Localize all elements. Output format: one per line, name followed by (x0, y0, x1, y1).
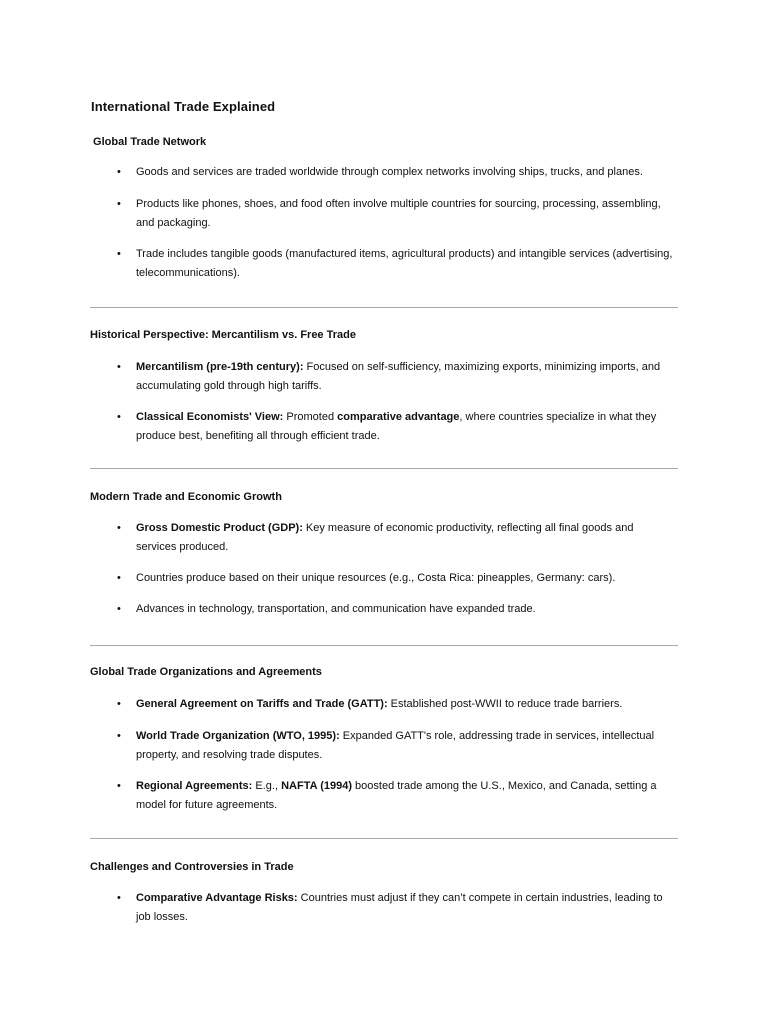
bullet-icon: • (117, 361, 121, 373)
bullet-icon: • (117, 411, 121, 423)
bullet-text (136, 889, 676, 926)
bullet-body: Established post-WWII to reduce trade barriers. (387, 698, 623, 710)
section-heading: Global Trade Organizations and Agreements (90, 666, 322, 678)
bullet-body: Key measure of economic productivity, reflecting all final goods and services produced. (136, 522, 634, 553)
section-divider (90, 838, 678, 839)
bullet-lead: Regional Agreements: (136, 780, 253, 792)
bullet-icon: • (117, 780, 121, 792)
bullet-icon: • (117, 603, 121, 615)
section-divider (90, 307, 678, 308)
bullet-emphasis: comparative advantage (337, 411, 460, 423)
bullet-body: Countries must adjust if they can’t compete in certain industries, leading to job losses. (136, 892, 663, 923)
bullet-icon: • (117, 248, 121, 260)
bullet-icon: • (117, 198, 121, 210)
bullet-text: Countries produce based on their unique resources (e.g., Costa Rica: pineapples, Germany: cars). (136, 572, 616, 584)
section-divider (90, 645, 678, 646)
bullet-text: Trade includes tangible goods (manufactured items, agricultural products) and intangible services (advertising, telecommunications). (136, 248, 673, 279)
bullet-lead: General Agreement on Tariffs and Trade (GATT): (136, 698, 388, 710)
bullet-text: Goods and services are traded worldwide through complex networks involving ships, trucks, and planes. (136, 166, 643, 178)
bullet-body: boosted trade among the U.S., Mexico, and Canada, setting a model for future agreements. (136, 780, 657, 811)
bullet-emphasis: NAFTA (1994) (281, 780, 352, 792)
bullet-icon: • (117, 698, 121, 710)
bullet-text (136, 519, 676, 556)
bullet-icon: • (117, 892, 121, 904)
bullet-body: Focused on self-sufficiency, maximizing exports, minimizing imports, and accumulating gold through high tariffs. (136, 361, 661, 392)
bullet-text (136, 358, 676, 395)
section-heading: Global Trade Network (90, 136, 207, 148)
bullet-lead: Mercantilism (pre-19th century): (136, 361, 304, 373)
bullet-body: Expanded GATT's role, addressing trade in services, intellectual property, and resolving trade disputes. (136, 730, 655, 761)
bullet-icon: • (117, 730, 121, 742)
document-title: International Trade Explained (91, 99, 276, 114)
bullet-icon: • (117, 572, 121, 584)
section-divider (90, 468, 678, 469)
bullet-text (136, 408, 676, 445)
bullet-lead: Comparative Advantage Risks: (136, 892, 298, 904)
section-heading: Challenges and Controversies in Trade (90, 861, 294, 873)
section-heading: Historical Perspective: Mercantilism vs. Free Trade (90, 329, 356, 341)
bullet-body: , where countries specialize in what they produce best, benefiting all through efficient trade. (136, 411, 657, 442)
bullet-lead: World Trade Organization (WTO, 1995): (136, 730, 340, 742)
bullet-body: E.g., (252, 780, 282, 792)
bullet-text (136, 695, 676, 714)
bullet-lead: Classical Economists' View: (136, 411, 284, 423)
bullet-lead: Gross Domestic Product (GDP): (136, 522, 303, 534)
bullet-icon: • (117, 522, 121, 534)
bullet-icon: • (117, 166, 121, 178)
bullet-text (136, 777, 676, 814)
bullet-text (136, 727, 676, 764)
bullet-body: Promoted (283, 411, 338, 423)
section-heading: Modern Trade and Economic Growth (90, 491, 282, 503)
bullet-text: Products like phones, shoes, and food often involve multiple countries for sourcing, processing, assembling, and packaging. (136, 198, 661, 229)
bullet-text: Advances in technology, transportation, and communication have expanded trade. (136, 603, 536, 615)
